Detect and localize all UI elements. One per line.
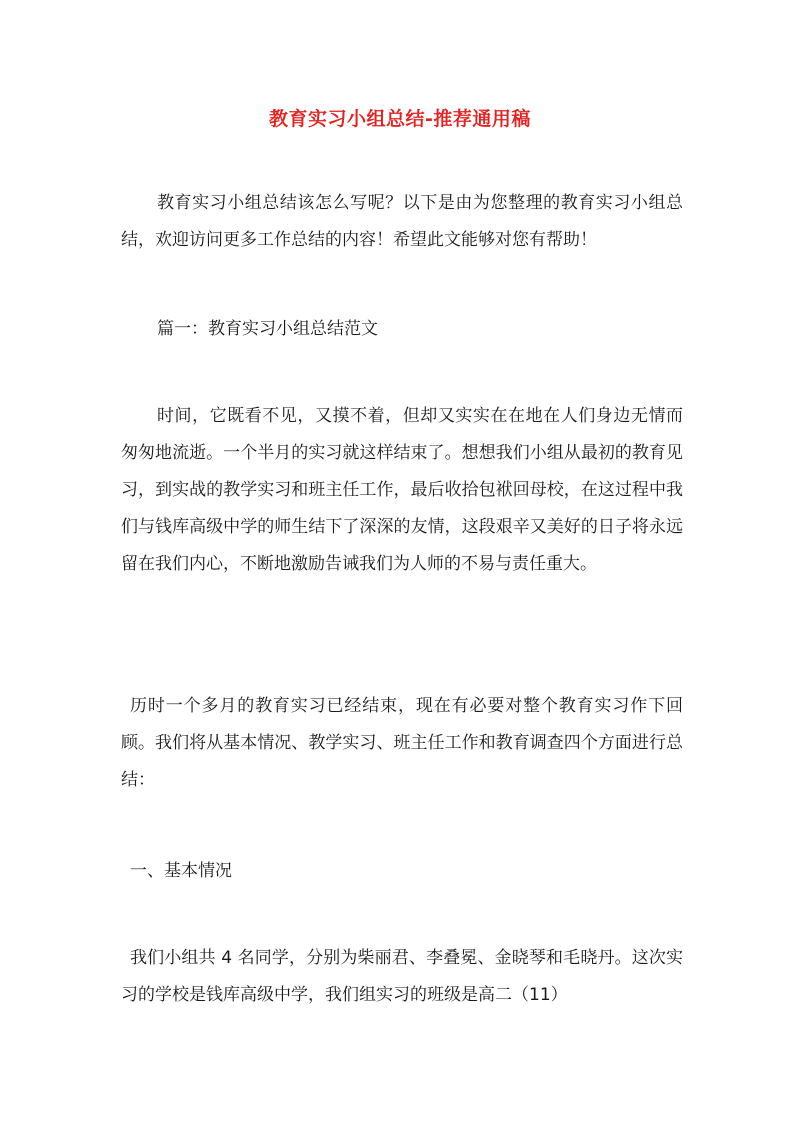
body-paragraph-3: 我们小组共 4 名同学，分别为柴丽君、李叠冕、金晓琴和毛晓丹。这次实习的学校是钱库高级中学，我们组实习的班级是高二（11） [121,948,683,1005]
section-label: 篇一：教育实习小组总结范文 [157,319,378,339]
section-heading-basic-info: 一、基本情况 [130,861,232,881]
body-paragraph-1: 时间，它既看不见，又摸不着，但却又实实在在地在人们身边无情而匆匆地流逝。一个半月的实习就这样结束了。想想我们小组从最初的教育见习，到实战的教学实习和班主任工作，最后收拾包袱回母校，在这过程中我们与钱库高级中学的师生结下了深深的友情，这段艰辛又美好的日子将永远留在我们内心，不断地激励告诫我们为人师的不易与责任重大。 [121,406,683,574]
document-title: 教育实习小组总结-推荐通用稿 [269,108,531,130]
body-paragraph-2: 历时一个多月的教育实习已经结束，现在有必要对整个教育实习作下回顾。我们将从基本情况、教学实习、班主任工作和教育调查四个方面进行总结： [121,696,683,790]
intro-paragraph: 教育实习小组总结该怎么写呢？以下是由为您整理的教育实习小组总结，欢迎访问更多工作总结的内容！希望此文能够对您有帮助！ [121,193,683,250]
